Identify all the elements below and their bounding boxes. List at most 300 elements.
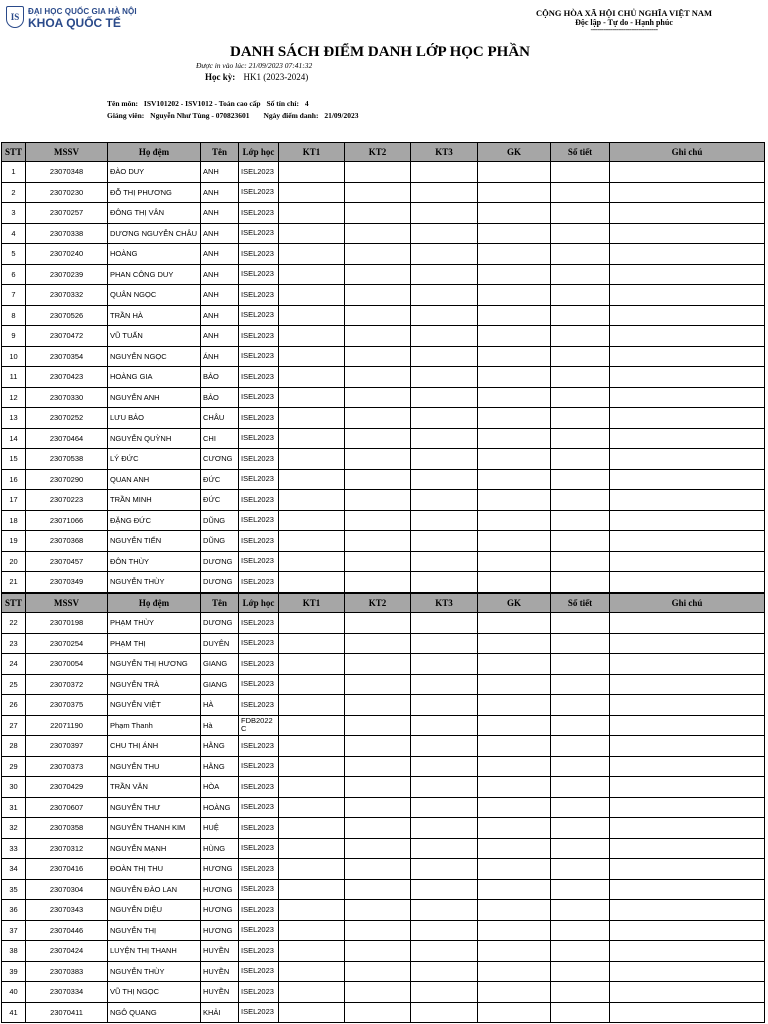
cell-kt1 <box>279 346 345 367</box>
cell-ho-dem: TRẦN VĂN <box>108 777 201 798</box>
cell-ghi-chu <box>610 633 765 654</box>
cell-mssv: 23070368 <box>26 531 108 552</box>
date-value: 21/09/2023 <box>324 111 359 120</box>
cell-kt3 <box>411 797 478 818</box>
cell-ghi-chu <box>610 551 765 572</box>
cell-so-tiet <box>551 756 610 777</box>
table-row <box>2 797 765 818</box>
cell-kt2 <box>345 551 411 572</box>
table-row <box>2 551 765 572</box>
table-row <box>2 408 765 429</box>
cell-lop-hoc: ISEL2023 <box>239 920 279 941</box>
cell-gk <box>478 182 551 203</box>
cell-gk <box>478 736 551 757</box>
cell-ho-dem: DƯƠNG NGUYỄN CHÂU <box>108 223 201 244</box>
cell-mssv: 23070252 <box>26 408 108 429</box>
cell-ghi-chu <box>610 879 765 900</box>
cell-kt1 <box>279 736 345 757</box>
cell-kt2 <box>345 818 411 839</box>
cell-kt1 <box>279 879 345 900</box>
cell-lop-hoc: ISEL2023 <box>239 674 279 695</box>
cell-mssv: 23070343 <box>26 900 108 921</box>
table-row <box>2 879 765 900</box>
cell-mssv: 23070607 <box>26 797 108 818</box>
cell-kt2 <box>345 572 411 593</box>
cell-so-tiet <box>551 182 610 203</box>
cell-gk <box>478 633 551 654</box>
cell-kt1 <box>279 387 345 408</box>
cell-kt3 <box>411 490 478 511</box>
table-row <box>2 510 765 531</box>
cell-kt2 <box>345 736 411 757</box>
cell-lop-hoc: ISEL2023 <box>239 551 279 572</box>
cell-kt3 <box>411 715 478 736</box>
cell-ten: GIANG <box>201 674 239 695</box>
cell-mssv: 23070254 <box>26 633 108 654</box>
cell-gk <box>478 654 551 675</box>
cell-kt1 <box>279 367 345 388</box>
table-row <box>2 346 765 367</box>
cell-ho-dem: NGUYỄN VIỆT <box>108 695 201 716</box>
cell-kt2 <box>345 490 411 511</box>
cell-lop-hoc: ISEL2023 <box>239 285 279 306</box>
cell-ghi-chu <box>610 756 765 777</box>
cell-gk <box>478 715 551 736</box>
cell-kt3 <box>411 469 478 490</box>
cell-kt3 <box>411 859 478 880</box>
cell-ghi-chu <box>610 449 765 470</box>
cell-ho-dem: ĐOÀN THỊ THU <box>108 859 201 880</box>
header-ghi-chu: Ghi chú <box>610 143 765 162</box>
cell-stt: 34 <box>2 859 26 880</box>
cell-kt2 <box>345 469 411 490</box>
cell-kt3 <box>411 203 478 224</box>
cell-lop-hoc: ISEL2023 <box>239 572 279 593</box>
cell-ho-dem: NGUYỄN THÙY <box>108 572 201 593</box>
attendance-table-page-1 <box>1 142 765 593</box>
cell-gk <box>478 469 551 490</box>
cell-kt3 <box>411 818 478 839</box>
teacher-value: Nguyễn Như Tùng - 070823601 <box>150 111 250 120</box>
cell-kt3 <box>411 879 478 900</box>
cell-gk <box>478 510 551 531</box>
cell-kt3 <box>411 264 478 285</box>
cell-kt3 <box>411 387 478 408</box>
table-row <box>2 1002 765 1023</box>
cell-kt2 <box>345 223 411 244</box>
cell-stt: 2 <box>2 182 26 203</box>
cell-kt2 <box>345 777 411 798</box>
cell-ten: HOÀNG <box>201 797 239 818</box>
cell-mssv: 23070332 <box>26 285 108 306</box>
cell-so-tiet <box>551 736 610 757</box>
cell-ghi-chu <box>610 797 765 818</box>
header-kt1: KT1 <box>279 143 345 162</box>
table-row <box>2 613 765 634</box>
header-kt3: KT3 <box>411 594 478 613</box>
cell-mssv: 23070397 <box>26 736 108 757</box>
cell-kt2 <box>345 510 411 531</box>
table-row <box>2 449 765 470</box>
cell-mssv: 23070457 <box>26 551 108 572</box>
cell-ten: ANH <box>201 203 239 224</box>
cell-ho-dem: NGUYỄN THỊ <box>108 920 201 941</box>
cell-so-tiet <box>551 941 610 962</box>
cell-stt: 16 <box>2 469 26 490</box>
cell-lop-hoc: ISEL2023 <box>239 838 279 859</box>
table-row <box>2 264 765 285</box>
cell-ho-dem: CHU THỊ ÁNH <box>108 736 201 757</box>
cell-mssv: 23070375 <box>26 695 108 716</box>
cell-lop-hoc: ISEL2023 <box>239 859 279 880</box>
cell-mssv: 23070372 <box>26 674 108 695</box>
cell-ghi-chu <box>610 736 765 757</box>
cell-stt: 1 <box>2 162 26 183</box>
cell-so-tiet <box>551 961 610 982</box>
cell-mssv: 23070330 <box>26 387 108 408</box>
cell-kt2 <box>345 203 411 224</box>
cell-ho-dem: PHẠM THỊ <box>108 633 201 654</box>
cell-ten: DŨNG <box>201 531 239 552</box>
cell-kt2 <box>345 244 411 265</box>
cell-lop-hoc: ISEL2023 <box>239 510 279 531</box>
cell-kt1 <box>279 162 345 183</box>
cell-ho-dem: NGUYỄN THỊ HƯƠNG <box>108 654 201 675</box>
cell-gk <box>478 162 551 183</box>
cell-kt3 <box>411 1002 478 1023</box>
cell-lop-hoc: ISEL2023 <box>239 777 279 798</box>
cell-mssv: 22071190 <box>26 715 108 736</box>
cell-so-tiet <box>551 715 610 736</box>
table-row <box>2 490 765 511</box>
cell-gk <box>478 1002 551 1023</box>
cell-ho-dem: NGUYỄN THU <box>108 756 201 777</box>
table-body <box>2 162 765 593</box>
cell-kt1 <box>279 859 345 880</box>
cell-kt2 <box>345 1002 411 1023</box>
cell-stt: 26 <box>2 695 26 716</box>
table-row <box>2 572 765 593</box>
cell-so-tiet <box>551 490 610 511</box>
cell-gk <box>478 961 551 982</box>
cell-ho-dem: NGUYỄN THÙY <box>108 961 201 982</box>
cell-mssv: 23071066 <box>26 510 108 531</box>
cell-kt2 <box>345 264 411 285</box>
table-row <box>2 531 765 552</box>
table-row <box>2 182 765 203</box>
cell-ghi-chu <box>610 346 765 367</box>
cell-gk <box>478 367 551 388</box>
cell-ho-dem: ĐÔNG THỊ VÂN <box>108 203 201 224</box>
cell-ho-dem: QUAN ANH <box>108 469 201 490</box>
cell-so-tiet <box>551 326 610 347</box>
cell-stt: 29 <box>2 756 26 777</box>
cell-gk <box>478 490 551 511</box>
cell-stt: 14 <box>2 428 26 449</box>
cell-so-tiet <box>551 551 610 572</box>
cell-kt1 <box>279 777 345 798</box>
cell-lop-hoc: ISEL2023 <box>239 346 279 367</box>
cell-ten: ANH <box>201 305 239 326</box>
cell-lop-hoc: ISEL2023 <box>239 982 279 1003</box>
table-row <box>2 223 765 244</box>
cell-stt: 38 <box>2 941 26 962</box>
cell-kt2 <box>345 900 411 921</box>
cell-ten: HẰNG <box>201 736 239 757</box>
cell-so-tiet <box>551 1002 610 1023</box>
cell-kt2 <box>345 961 411 982</box>
cell-ten: HUỆ <box>201 818 239 839</box>
cell-ghi-chu <box>610 408 765 429</box>
cell-so-tiet <box>551 223 610 244</box>
table-row <box>2 387 765 408</box>
cell-so-tiet <box>551 162 610 183</box>
cell-stt: 4 <box>2 223 26 244</box>
cell-kt2 <box>345 982 411 1003</box>
cell-kt3 <box>411 285 478 306</box>
cell-ten: CHI <box>201 428 239 449</box>
cell-ho-dem: LUYỆN THỊ THANH <box>108 941 201 962</box>
cell-ghi-chu <box>610 285 765 306</box>
cell-kt2 <box>345 346 411 367</box>
cell-kt3 <box>411 408 478 429</box>
cell-stt: 21 <box>2 572 26 593</box>
cell-ghi-chu <box>610 674 765 695</box>
attendance-table-page-2 <box>1 593 765 1023</box>
cell-gk <box>478 551 551 572</box>
cell-kt3 <box>411 777 478 798</box>
cell-kt3 <box>411 551 478 572</box>
cell-lop-hoc: ISEL2023 <box>239 264 279 285</box>
cell-stt: 32 <box>2 818 26 839</box>
printed-timestamp: Được in vào lúc: 21/09/2023 07:41:32 <box>196 61 313 70</box>
teacher-label: Giảng viên: <box>107 111 145 120</box>
header-ho-dem: Họ đệm <box>108 594 201 613</box>
motto-underline: ------------------------------- <box>590 25 658 34</box>
cell-lop-hoc: ISEL2023 <box>239 490 279 511</box>
cell-ten: DŨNG <box>201 510 239 531</box>
cell-kt2 <box>345 633 411 654</box>
cell-lop-hoc: ISEL2023 <box>239 818 279 839</box>
cell-ho-dem: PHAN CÔNG DUY <box>108 264 201 285</box>
cell-mssv: 23070373 <box>26 756 108 777</box>
cell-kt1 <box>279 326 345 347</box>
cell-ten: GIANG <box>201 654 239 675</box>
header-so-tiet: Số tiết <box>551 143 610 162</box>
cell-lop-hoc: ISEL2023 <box>239 941 279 962</box>
university-name: ĐẠI HỌC QUỐC GIA HÀ NỘI <box>28 7 137 16</box>
cell-ten: HÀ <box>201 695 239 716</box>
cell-ho-dem: HOÀNG GIA <box>108 367 201 388</box>
cell-so-tiet <box>551 510 610 531</box>
header-ten: Tên <box>201 143 239 162</box>
cell-mssv: 23070054 <box>26 654 108 675</box>
cell-so-tiet <box>551 449 610 470</box>
cell-mssv: 23070334 <box>26 982 108 1003</box>
cell-mssv: 23070358 <box>26 818 108 839</box>
cell-mssv: 23070411 <box>26 1002 108 1023</box>
header-stt: STT <box>2 594 26 613</box>
cell-kt3 <box>411 633 478 654</box>
cell-ghi-chu <box>610 367 765 388</box>
cell-stt: 37 <box>2 920 26 941</box>
cell-ten: BẢO <box>201 367 239 388</box>
cell-so-tiet <box>551 367 610 388</box>
cell-gk <box>478 756 551 777</box>
cell-ten: DƯƠNG <box>201 572 239 593</box>
cell-kt3 <box>411 736 478 757</box>
cell-stt: 40 <box>2 982 26 1003</box>
header-lop-hoc: Lớp học <box>239 143 279 162</box>
cell-ten: HÙNG <box>201 838 239 859</box>
cell-gk <box>478 264 551 285</box>
cell-stt: 27 <box>2 715 26 736</box>
cell-kt3 <box>411 428 478 449</box>
cell-ho-dem: ĐẶNG ĐỨC <box>108 510 201 531</box>
cell-ghi-chu <box>610 223 765 244</box>
cell-ho-dem: VŨ THỊ NGỌC <box>108 982 201 1003</box>
cell-ho-dem: NGUYỄN DIỆU <box>108 900 201 921</box>
cell-kt1 <box>279 715 345 736</box>
cell-lop-hoc: ISEL2023 <box>239 223 279 244</box>
cell-kt2 <box>345 879 411 900</box>
cell-mssv: 23070198 <box>26 613 108 634</box>
cell-ho-dem: ĐÔN THÙY <box>108 551 201 572</box>
cell-ghi-chu <box>610 715 765 736</box>
cell-ghi-chu <box>610 838 765 859</box>
table-row <box>2 961 765 982</box>
cell-ho-dem: NGUYỄN NGỌC <box>108 346 201 367</box>
header-so-tiet: Số tiết <box>551 594 610 613</box>
header-gk: GK <box>478 143 551 162</box>
cell-mssv: 23070230 <box>26 182 108 203</box>
cell-ho-dem: NGUYỄN ANH <box>108 387 201 408</box>
cell-kt1 <box>279 1002 345 1023</box>
cell-ten: ANH <box>201 182 239 203</box>
cell-mssv: 23070257 <box>26 203 108 224</box>
cell-ten: HÒA <box>201 777 239 798</box>
cell-kt3 <box>411 326 478 347</box>
header-row <box>2 143 765 162</box>
cell-lop-hoc: ISEL2023 <box>239 162 279 183</box>
cell-so-tiet <box>551 244 610 265</box>
cell-mssv: 23070526 <box>26 305 108 326</box>
cell-gk <box>478 695 551 716</box>
cell-ghi-chu <box>610 920 765 941</box>
faculty-name: KHOA QUỐC TẾ <box>28 16 121 30</box>
cell-ten: CƯƠNG <box>201 449 239 470</box>
cell-gk <box>478 797 551 818</box>
cell-lop-hoc: FDB2022 C <box>239 715 279 736</box>
table-header <box>2 594 765 613</box>
cell-so-tiet <box>551 264 610 285</box>
cell-so-tiet <box>551 900 610 921</box>
semester-label: Học kỳ: <box>205 72 236 82</box>
cell-kt1 <box>279 244 345 265</box>
cell-so-tiet <box>551 408 610 429</box>
cell-lop-hoc: ISEL2023 <box>239 695 279 716</box>
cell-mssv: 23070383 <box>26 961 108 982</box>
cell-ho-dem: VŨ TUẤN <box>108 326 201 347</box>
table-row <box>2 695 765 716</box>
cell-kt2 <box>345 367 411 388</box>
header-kt2: KT2 <box>345 143 411 162</box>
cell-ho-dem: LƯU BẢO <box>108 408 201 429</box>
cell-so-tiet <box>551 920 610 941</box>
credits-value: 4 <box>304 99 309 108</box>
cell-kt3 <box>411 510 478 531</box>
table-body <box>2 613 765 1023</box>
cell-ghi-chu <box>610 859 765 880</box>
cell-stt: 11 <box>2 367 26 388</box>
cell-ten: DƯƠNG <box>201 613 239 634</box>
cell-ten: HƯƠNG <box>201 859 239 880</box>
cell-ho-dem: NGUYỄN THANH KIM <box>108 818 201 839</box>
cell-kt3 <box>411 346 478 367</box>
table-row <box>2 736 765 757</box>
cell-kt3 <box>411 305 478 326</box>
cell-ho-dem: Phạm Thanh <box>108 715 201 736</box>
cell-kt1 <box>279 203 345 224</box>
table-row <box>2 633 765 654</box>
table-row <box>2 777 765 798</box>
cell-stt: 9 <box>2 326 26 347</box>
cell-ten: HUYỀN <box>201 982 239 1003</box>
cell-mssv: 23070424 <box>26 941 108 962</box>
cell-kt1 <box>279 182 345 203</box>
cell-so-tiet <box>551 695 610 716</box>
cell-stt: 20 <box>2 551 26 572</box>
table-row <box>2 818 765 839</box>
cell-ghi-chu <box>610 777 765 798</box>
cell-kt1 <box>279 428 345 449</box>
cell-kt1 <box>279 920 345 941</box>
cell-stt: 24 <box>2 654 26 675</box>
cell-lop-hoc: ISEL2023 <box>239 736 279 757</box>
cell-lop-hoc: ISEL2023 <box>239 305 279 326</box>
cell-kt1 <box>279 223 345 244</box>
cell-ho-dem: TRẦN MINH <box>108 490 201 511</box>
cell-mssv: 23070429 <box>26 777 108 798</box>
cell-gk <box>478 285 551 306</box>
cell-gk <box>478 244 551 265</box>
cell-kt3 <box>411 182 478 203</box>
cell-stt: 13 <box>2 408 26 429</box>
cell-ten: ANH <box>201 162 239 183</box>
cell-gk <box>478 203 551 224</box>
cell-kt3 <box>411 961 478 982</box>
cell-gk <box>478 408 551 429</box>
cell-kt1 <box>279 572 345 593</box>
cell-so-tiet <box>551 572 610 593</box>
cell-ten: HƯƠNG <box>201 879 239 900</box>
cell-so-tiet <box>551 879 610 900</box>
cell-ghi-chu <box>610 510 765 531</box>
cell-kt2 <box>345 613 411 634</box>
cell-ghi-chu <box>610 203 765 224</box>
cell-stt: 6 <box>2 264 26 285</box>
cell-ten: ĐỨC <box>201 469 239 490</box>
header-stt: STT <box>2 143 26 162</box>
cell-kt3 <box>411 613 478 634</box>
cell-stt: 5 <box>2 244 26 265</box>
logo-text: IS <box>10 12 20 22</box>
cell-kt1 <box>279 469 345 490</box>
cell-ten: ANH <box>201 244 239 265</box>
cell-mssv: 23070446 <box>26 920 108 941</box>
cell-stt: 18 <box>2 510 26 531</box>
cell-lop-hoc: ISEL2023 <box>239 756 279 777</box>
